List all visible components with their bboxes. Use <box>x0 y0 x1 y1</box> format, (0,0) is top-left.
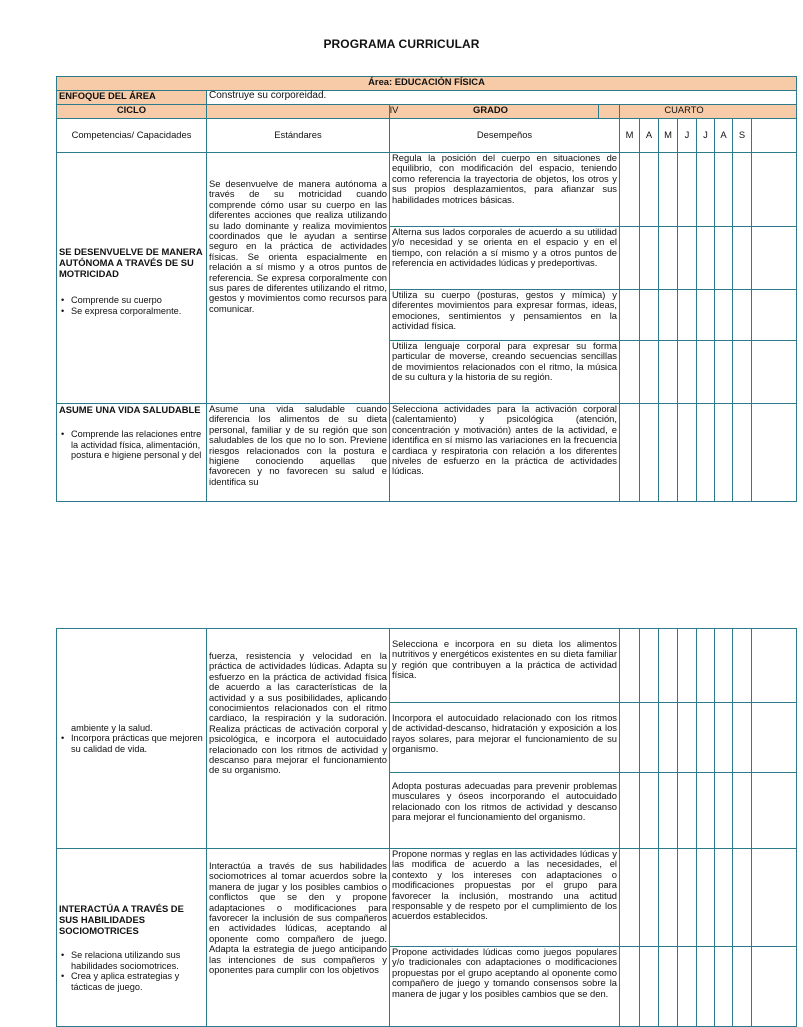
check-cell[interactable] <box>733 947 752 1027</box>
col-estandares: Estándares <box>207 119 390 153</box>
month-col: M <box>620 119 640 153</box>
check-cell[interactable] <box>733 290 752 341</box>
competence-cell <box>57 849 207 1027</box>
month-col: A <box>640 119 659 153</box>
check-cell[interactable] <box>697 629 715 703</box>
check-cell[interactable] <box>640 153 659 227</box>
grado-value: CUARTO <box>620 105 797 119</box>
check-cell[interactable] <box>678 773 697 849</box>
check-cell[interactable] <box>659 849 678 947</box>
check-cell[interactable] <box>620 773 640 849</box>
check-cell[interactable] <box>752 849 797 947</box>
check-cell[interactable] <box>640 341 659 404</box>
check-cell[interactable] <box>715 703 733 773</box>
check-cell[interactable] <box>733 773 752 849</box>
check-cell[interactable] <box>715 404 733 502</box>
check-cell[interactable] <box>697 773 715 849</box>
month-col: M <box>659 119 678 153</box>
competence-cell <box>57 153 207 404</box>
check-cell[interactable] <box>659 773 678 849</box>
check-cell[interactable] <box>715 227 733 290</box>
empty-cell <box>752 119 797 153</box>
check-cell[interactable] <box>659 227 678 290</box>
check-cell[interactable] <box>620 341 640 404</box>
check-cell[interactable] <box>678 404 697 502</box>
grado-label: GRADO <box>390 105 620 119</box>
desempeno-cell: Propone normas y reglas en las actividades lúdicas y las modifica de acuerdo a las necesidades, el contexto y los intereses con adaptaciones o modificaciones propuestas por el grupo para favorecer la inclusión, mostrando una actitud responsable y de respeto por el cumplimiento de los acuerdos establecidos. <box>390 849 620 947</box>
capacity-item: • Crea y aplica estrategias y tácticas de juego. <box>67 971 204 992</box>
standard-cell: fuerza, resistencia y velocidad en la práctica de actividades lúdicas. Adapta su esfuerzo en la práctica de actividad física de acuerdo a las características de la actividad y a sus posibilidades, aplicando conocimientos relacionados con el ritmo cardiaco, la respiración y la sudoración. Realiza prácticas de activación corporal y psicológica, e incorpora el autocuidado relacionado con los ritmos de actividad y descanso para mejorar el funcionamiento de su organismo. <box>207 629 390 849</box>
check-cell[interactable] <box>640 629 659 703</box>
col-competencias: Competencias/ Capacidades <box>57 119 207 153</box>
check-cell[interactable] <box>733 153 752 227</box>
check-cell[interactable] <box>620 227 640 290</box>
check-cell[interactable] <box>752 404 797 502</box>
check-cell[interactable] <box>733 341 752 404</box>
check-cell[interactable] <box>659 290 678 341</box>
month-col: S <box>733 119 752 153</box>
check-cell[interactable] <box>697 227 715 290</box>
desempeno-cell: Alterna sus lados corporales de acuerdo a su utilidad y/o necesidad y se orienta en el espacio y en el tiempo, con relación a sí mismo y a otros puntos de referencia en actividades lúdicas y predeportivas. <box>390 227 620 290</box>
month-col: J <box>697 119 715 153</box>
check-cell[interactable] <box>640 404 659 502</box>
check-cell[interactable] <box>620 153 640 227</box>
standard-cell: Se desenvuelve de manera autónoma a través de su motricidad cuando comprende cómo usar su cuerpo en las diferentes acciones que realiza utilizando su lado dominante y realiza movimientos coordinados que le ayudan a sentirse seguro en la práctica de actividades físicas. Se orienta espacialmente en relación a sí mismo y a otros puntos de referencia. Se expresa corporalmente con sus pares de diferentes utilizando el ritmo, gestos y movimientos como recursos para comunicar. <box>207 153 390 404</box>
check-cell[interactable] <box>715 153 733 227</box>
check-cell[interactable] <box>715 290 733 341</box>
competence-cell <box>57 629 207 849</box>
check-cell[interactable] <box>678 849 697 947</box>
area-header: Área: EDUCACIÓN FÍSICA <box>57 77 797 91</box>
check-cell[interactable] <box>697 947 715 1027</box>
check-cell[interactable] <box>640 849 659 947</box>
check-cell[interactable] <box>620 947 640 1027</box>
check-cell[interactable] <box>678 947 697 1027</box>
check-cell[interactable] <box>640 947 659 1027</box>
competence-title: SE DESENVUELVE DE MANERA AUTÓNOMA A TRAVÉS DE SU MOTRICIDAD <box>59 246 203 279</box>
desempeno-cell: Incorpora el autocuidado relacionado con los ritmos de actividad-descanso, hidratación y exposición a los rayos solares, para mejorar el funcionamiento de su organismo. <box>390 703 620 773</box>
check-cell[interactable] <box>659 404 678 502</box>
check-cell[interactable] <box>715 341 733 404</box>
check-cell[interactable] <box>659 153 678 227</box>
capacity-item: • Incorpora prácticas que mejoren su calidad de vida. <box>67 733 204 754</box>
check-cell[interactable] <box>752 153 797 227</box>
check-cell[interactable] <box>640 290 659 341</box>
check-cell[interactable] <box>697 341 715 404</box>
desempeno-cell: Utiliza lenguaje corporal para expresar su forma particular de moverse, creando secuencias sencillas de movimientos relacionados con el ritmo, la música de su cultura y la historia de su región. <box>390 341 620 404</box>
desempeno-cell: Adopta posturas adecuadas para prevenir problemas musculares y óseos incorporando el autocuidado relacionado con los ritmos de actividad y descanso para mejorar el funcionamiento del organismo. <box>390 773 620 849</box>
check-cell[interactable] <box>752 773 797 849</box>
check-cell[interactable] <box>640 703 659 773</box>
check-cell[interactable] <box>733 227 752 290</box>
check-cell[interactable] <box>733 849 752 947</box>
check-cell[interactable] <box>752 227 797 290</box>
check-cell[interactable] <box>752 703 797 773</box>
check-cell[interactable] <box>620 849 640 947</box>
capacity-item: • Comprende las relaciones entre la actividad física, alimentación, postura e higiene personal y del <box>67 429 204 461</box>
check-cell[interactable] <box>697 290 715 341</box>
check-cell[interactable] <box>678 153 697 227</box>
desempeno-cell: Regula la posición del cuerpo en situaciones de equilibrio, con modificación del espacio, teniendo como referencia la trayectoria de objetos, los otros y sus propios desplazamientos, para afianzar sus habilidades motrices básicas. <box>390 153 620 227</box>
check-cell[interactable] <box>715 629 733 703</box>
curriculum-table-1 <box>56 76 797 502</box>
check-cell[interactable] <box>715 849 733 947</box>
check-cell[interactable] <box>659 629 678 703</box>
check-cell[interactable] <box>697 153 715 227</box>
check-cell[interactable] <box>659 341 678 404</box>
month-col: A <box>715 119 733 153</box>
capacity-continuation: ambiente y la salud. <box>71 722 153 733</box>
check-cell[interactable] <box>678 290 697 341</box>
competence-title: INTERACTÚA A TRAVÉS DE SUS HABILIDADES SOCIOMOTRICES <box>59 903 184 936</box>
check-cell[interactable] <box>733 629 752 703</box>
check-cell[interactable] <box>752 341 797 404</box>
check-cell[interactable] <box>640 773 659 849</box>
capacity-item: • Se relaciona utilizando sus habilidades sociomotrices. <box>67 950 204 971</box>
check-cell[interactable] <box>659 703 678 773</box>
standard-cell: Interactúa a través de sus habilidades sociomotrices al tomar acuerdos sobre la manera de jugar y los posibles cambios o conflictos que se den y propone adaptaciones o modificaciones para favorecer la inclusión de sus compañeros en actividades lúdicas, aceptando al oponente como compañero de juego. Adapta la estrategia de juego anticipando las intenciones de sus compañeros y oponentes para cumplir con los objetivos <box>207 849 390 1027</box>
ciclo-label: CICLO <box>57 105 207 119</box>
check-cell[interactable] <box>733 404 752 502</box>
check-cell[interactable] <box>752 629 797 703</box>
check-cell[interactable] <box>715 773 733 849</box>
check-cell[interactable] <box>620 290 640 341</box>
check-cell[interactable] <box>678 341 697 404</box>
curriculum-table-2 <box>56 628 797 1027</box>
col-desempenos: Desempeños <box>390 119 620 153</box>
check-cell[interactable] <box>659 947 678 1027</box>
check-cell[interactable] <box>697 849 715 947</box>
enfoque-label: ENFOQUE DEL ÁREA <box>57 91 207 105</box>
check-cell[interactable] <box>733 703 752 773</box>
ciclo-value: IV <box>207 105 390 119</box>
check-cell[interactable] <box>697 404 715 502</box>
month-col: J <box>678 119 697 153</box>
capacity-item: • Se expresa corporalmente. <box>67 306 204 317</box>
check-cell[interactable] <box>678 629 697 703</box>
standard-cell: Asume una vida saludable cuando diferencia los alimentos de su dieta personal, familiar y de su región que son saludables de los que no lo son. Previene riesgos relacionados con la postura e higiene conociendo aquellas que favorecen y no favorecen su salud e identifica su <box>207 404 390 502</box>
check-cell[interactable] <box>640 227 659 290</box>
desempeno-cell: Propone actividades lúdicas como juegos populares y/o tradicionales con adaptaciones o modificaciones propuestas por el grupo aceptando al oponente como compañero de juego y tomando consensos sobre la manera de jugar y los posibles cambios que se den. <box>390 947 620 1027</box>
check-cell[interactable] <box>620 629 640 703</box>
check-cell[interactable] <box>697 703 715 773</box>
check-cell[interactable] <box>620 703 640 773</box>
check-cell[interactable] <box>715 947 733 1027</box>
check-cell[interactable] <box>678 703 697 773</box>
desempeno-cell: Selecciona e incorpora en su dieta los alimentos nutritivos y energéticos existentes en su dieta familiar y región que contribuyen a la práctica de actividad física. <box>390 629 620 703</box>
check-cell[interactable] <box>752 290 797 341</box>
capacity-item: • Comprende su cuerpo <box>67 295 204 306</box>
check-cell[interactable] <box>752 947 797 1027</box>
competence-cell <box>57 404 207 502</box>
competence-title: ASUME UNA VIDA SALUDABLE <box>59 404 201 415</box>
page-title: PROGRAMA CURRICULAR <box>323 37 480 51</box>
check-cell[interactable] <box>620 404 640 502</box>
desempeno-cell: Selecciona actividades para la activación corporal (calentamiento) y psicológica (atención, concentración y motivación) antes de la actividad, e identifica en sí mismo las variaciones en la frecuencia cardiaca y respiratoria con relación a los diferentes niveles de esfuerzo en la práctica de actividades lúdicas. <box>390 404 620 502</box>
check-cell[interactable] <box>678 227 697 290</box>
desempeno-cell: Utiliza su cuerpo (posturas, gestos y mímica) y diferentes movimientos para expresar formas, ideas, emociones, sentimientos y pensamientos en la actividad física. <box>390 290 620 341</box>
enfoque-value: Construye su corporeidad. <box>207 91 797 105</box>
